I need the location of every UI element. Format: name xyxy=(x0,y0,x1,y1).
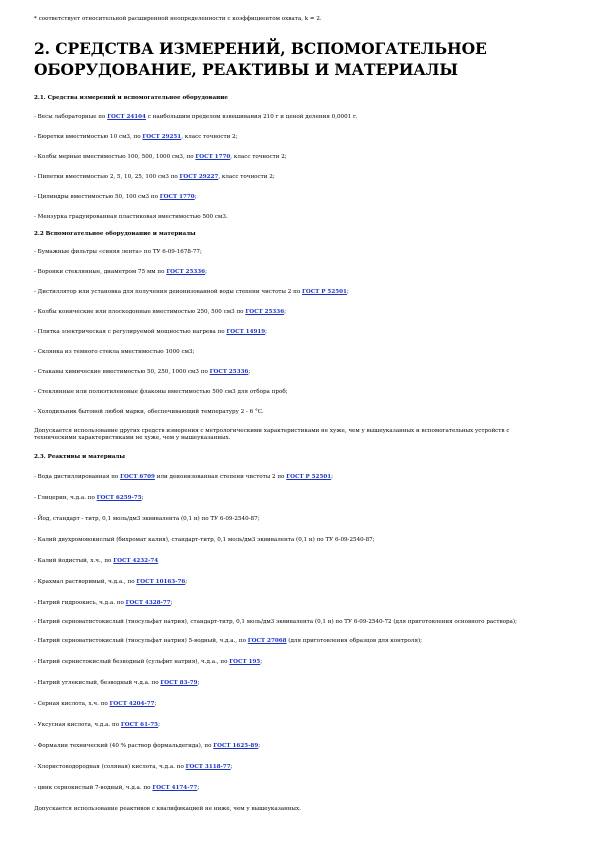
gost-link[interactable]: ГОСТ 4174-77 xyxy=(152,785,198,791)
gost-link[interactable]: ГОСТ 83-79 xyxy=(160,680,198,686)
list-item: - Натрий сернистокислый безводный (сульфит натрия), ч.д.а., по ГОСТ 195; xyxy=(34,659,263,665)
list-item: - Стеклянные или полиэтиленовые флаконы вместимостью 500 см3 для отбора проб; xyxy=(34,389,288,395)
gost-link[interactable]: ГОСТ 195 xyxy=(229,659,261,665)
gost-link[interactable]: ГОСТ 61-75 xyxy=(120,722,159,728)
list-item: - Мензурка градуированная пластиковая вместимостью 500 см3. xyxy=(34,214,228,220)
list-item: - Воронки стеклянные, диаметром 75 мм по ГОСТ 25336; xyxy=(34,269,207,275)
footnote: * соответствует относительной расширенной неопределенности с коэффициентом охвата, k = 2. xyxy=(34,16,322,22)
list-item: - Уксусная кислота, ч.д.а. по ГОСТ 61-75; xyxy=(34,722,160,728)
list-item: - Цилиндры вместимостью 50, 100 см3 по ГОСТ 1770; xyxy=(34,194,197,200)
list-item: - Натрий углекислый, безводный ч.д.а. по ГОСТ 83-79; xyxy=(34,680,200,686)
gost-link[interactable]: ГОСТ 4204-77 xyxy=(109,701,155,707)
list-item: - Натрий серноватистокислый (тиосульфат натрия) 5-водный, ч.д.а., по ГОСТ 27068 (для приготовления образцов для контроля); xyxy=(34,638,423,644)
gost-link[interactable]: ГОСТ 6259-75 xyxy=(96,495,142,501)
list-item: - Колбы мерные вместимостью 100, 500, 1000 см3, по ГОСТ 1770, класс точности 2; xyxy=(34,154,287,160)
list-item: - Пипетки вместимостью 2, 5, 10, 25, 100 см3 по ГОСТ 29227, класс точности 2; xyxy=(34,174,275,180)
gost-link[interactable]: ГОСТ 1770 xyxy=(195,154,231,160)
gost-link[interactable]: ГОСТ 27068 xyxy=(247,638,287,644)
list-item: - Дистиллятор или установка для получения деионизованной воды степени чистоты 2 по ГОСТ Р 52501; xyxy=(34,289,349,295)
list-item: - Склянка из темного стекла вместимостью 1000 см3; xyxy=(34,349,195,355)
list-item: - Формалин технический (40 % раствор формальдегида), по ГОСТ 1625-89; xyxy=(34,743,261,749)
list-item: - Калий йодистый, х.ч., по ГОСТ 4232-74 xyxy=(34,558,159,564)
gost-link[interactable]: ГОСТ 29251 xyxy=(142,134,182,140)
heading-line-1: 2. СРЕДСТВА ИЗМЕРЕНИЙ, ВСПОМОГАТЕЛЬНОЕ xyxy=(34,39,487,58)
gost-link[interactable]: ГОСТ Р 52501 xyxy=(286,474,332,480)
list-item: - Бюретки вместимостью 10 см3, по ГОСТ 29251, класс точности 2; xyxy=(34,134,238,140)
list-item: - Холодильник бытовой любой марки, обеспечивающий температуру 2 - 6 °C. xyxy=(34,409,264,415)
gost-link[interactable]: ГОСТ 25336 xyxy=(245,309,285,315)
list-item: - Йод, стандарт - титр, 0,1 моль/дм3 эквивалента (0,1 н) по ТУ 6-09-2540-87; xyxy=(34,516,260,522)
list-item: - Весы лабораторные по ГОСТ 24104 с наибольшим пределом взвешивания 210 г и ценой деления 0,0001 г. xyxy=(34,114,358,120)
gost-link[interactable]: ГОСТ 29227 xyxy=(179,174,219,180)
list-item: - Серная кислота, х.ч. по ГОСТ 4204-77; xyxy=(34,701,157,707)
list-item: - Плитка электрическая с регулируемой мощностью нагрева по ГОСТ 14919; xyxy=(34,329,268,335)
gost-link[interactable]: ГОСТ 1770 xyxy=(159,194,195,200)
gost-link[interactable]: ГОСТ 24104 xyxy=(107,114,146,120)
gost-link[interactable]: ГОСТ 1625-89 xyxy=(213,743,259,749)
gost-link[interactable]: ГОСТ 14919 xyxy=(226,329,266,335)
section-content xyxy=(34,95,559,813)
list-item: - Натрий гидроокись, ч.д.а. по ГОСТ 4328-77; xyxy=(34,600,173,606)
paragraph-note: Допускается использование реактивов с квалификацией не ниже, чем у вышеуказанных. xyxy=(34,806,301,812)
gost-link[interactable]: ГОСТ Р 52501 xyxy=(301,289,347,295)
gost-link[interactable]: ГОСТ 25336 xyxy=(209,369,249,375)
list-item: - Колбы конические или плоскодонные вместимостью 250, 500 см3 по ГОСТ 25336; xyxy=(34,309,286,315)
section-heading xyxy=(34,38,554,80)
list-item: - цинк сернокислый 7-водный, ч.д.а. по ГОСТ 4174-77; xyxy=(34,785,200,791)
gost-link[interactable]: ГОСТ 4232-74 xyxy=(113,558,159,564)
gost-link[interactable]: ГОСТ 3118-77 xyxy=(185,764,231,770)
heading-line-2: ОБОРУДОВАНИЕ, РЕАКТИВЫ И МАТЕРИАЛЫ xyxy=(34,60,458,79)
subheading-equipment: 2.2 Вспомогательное оборудование и материалы xyxy=(34,231,196,237)
list-item: - Хлористоводородная (соляная) кислота, ч.д.а. по ГОСТ 3118-77; xyxy=(34,764,233,770)
list-item: - Бумажные фильтры «синяя лента» по ТУ 6-09-1678-77; xyxy=(34,249,202,255)
subheading-instruments: 2.1. Средства измерений и вспомогательное оборудование xyxy=(34,95,228,101)
paragraph-note: Допускается использование других средств измерения с метрологическими характеристиками не хуже, чем у вышеуказанных и вспомогательных устройств с техническими характеристиками не хуже, чем у вышеуказанных. xyxy=(34,428,510,441)
list-item: - Глицерин, ч.д.а. по ГОСТ 6259-75; xyxy=(34,495,144,501)
list-item: - Калий двухромовокислый (бихромат калия), стандарт-титр, 0,1 моль/дм3 эквивалента (0,1 н) по ТУ 6-09-2540-87; xyxy=(34,537,375,543)
list-item: - Стаканы химические вместимостью 50, 250, 1000 см3 по ГОСТ 25336; xyxy=(34,369,251,375)
gost-link[interactable]: ГОСТ 4328-77 xyxy=(125,600,171,606)
subheading-reagents: 2.3. Реактивы и материалы xyxy=(34,454,125,460)
list-item: - Крахмал растворимый, ч.д.а., по ГОСТ 10163-76; xyxy=(34,579,188,585)
list-item: - Вода дистиллированная по ГОСТ 6709 или деионизованная степени чистоты 2 по ГОСТ Р 52501; xyxy=(34,474,334,480)
gost-link[interactable]: ГОСТ 6709 xyxy=(120,474,155,480)
gost-link[interactable]: ГОСТ 25336 xyxy=(166,269,206,275)
gost-link[interactable]: ГОСТ 10163-76 xyxy=(136,579,186,585)
list-item: - Натрий серноватистокислый (тиосульфат натрия), стандарт-титр, 0,1 моль/дм3 эквивалента (0,1 н) по ТУ 6-09-2540-72 (для приготовления основного раствора); xyxy=(34,619,517,625)
